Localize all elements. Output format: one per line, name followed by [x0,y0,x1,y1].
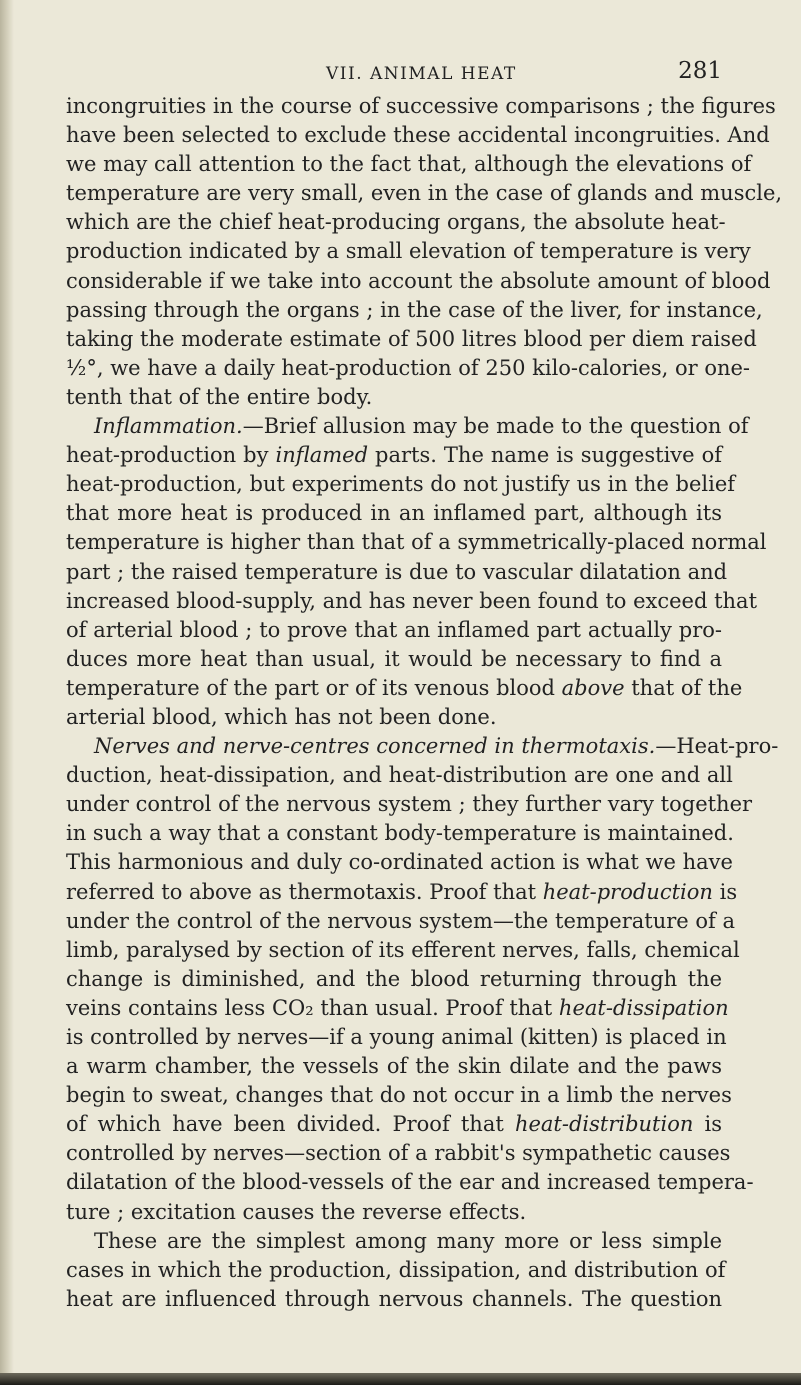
text-line [66,1110,722,1139]
text-span: production indicated by a small elevation of temperature is very [66,239,751,264]
text-line [66,936,740,965]
text-span: dilatation of the blood-vessels of the ear and increased tempera- [66,1170,754,1195]
text-span: controlled by nerves—section of a rabbit's sympathetic causes [66,1141,731,1166]
text-line [66,1285,722,1314]
text-line [66,761,733,790]
text-span: is [712,879,738,904]
text-line [66,528,767,557]
text-span: a warm chamber, the vessels of the skin dilate and the paws [66,1054,722,1079]
text-span: passing through the organs ; in the case of the liver, for instance, [66,297,763,322]
text-line [66,1227,722,1256]
text-span: under control of the nervous system ; they further vary together [66,792,753,817]
text-line [66,92,776,121]
text-span: considerable if we take into account the absolute amount of blood [66,268,771,293]
text-line [66,878,738,907]
text-span: —Heat-pro- [655,734,779,759]
text-line [66,1256,726,1285]
text-line [66,325,757,354]
text-span: incongruities in the course of successive comparisons ; the figures [66,94,776,118]
text-span: that of the [624,675,743,700]
page-header [66,58,722,88]
text-span: veins contains less CO₂ than usual. Proof that [66,995,559,1020]
text-span: heat-production, but experiments do not justify us in the belief [66,472,736,497]
text-line [66,470,736,499]
text-span: that more heat is produced in an inflamed part, although its [66,501,722,526]
text-line [66,237,751,266]
text-line [66,1023,727,1052]
text-line [66,1139,731,1168]
text-line [66,208,726,237]
text-span: in such a way that a constant body-temperature is maintained. [66,821,734,846]
text-span: begin to sweat, changes that do not occur in a limb the nerves [66,1083,732,1108]
text-line [66,587,758,616]
text-span: which are the chief heat-producing organs, the absolute heat- [66,210,726,235]
page-number: 281 [678,58,722,84]
text-line [66,179,783,208]
text-line [66,121,770,150]
italic-text: Nerves and nerve-centres concerned in thermotaxis. [94,734,656,759]
text-span: is [693,1112,723,1137]
text-span: ture ; excitation causes the reverse effects. [66,1199,527,1224]
text-span: under the control of the nervous system—the temperature of a [66,908,735,933]
text-span: of which have been divided. Proof that [66,1112,515,1137]
text-span: have been selected to exclude these accidental incongruities. And [66,123,770,148]
page-bottom-edge [0,1373,801,1385]
text-span: heat-production by [66,443,276,468]
text-span: parts. The name is suggestive of [368,443,722,468]
text-line [66,994,729,1023]
text-line [66,412,749,441]
text-span: ½°, we have a daily heat-production of 250 kilo-calories, or one- [66,355,751,380]
text-line [66,1052,722,1081]
text-span: referred to above as thermotaxis. Proof that [66,879,543,904]
text-span: is controlled by nerves—if a young animal (kitten) is placed in [66,1025,727,1049]
text-span: temperature of the part or of its venous blood [66,675,562,700]
text-line [66,703,722,732]
text-line [66,499,722,528]
text-span: tenth that of the entire body. [66,384,373,409]
text-line [66,558,728,587]
italic-text: heat-distribution [514,1112,694,1137]
italic-text: Inflammation. [94,414,243,439]
text-line [66,819,734,848]
text-span: of arterial blood ; to prove that an inflamed part actually pro- [66,617,722,642]
text-span: change is diminished, and the blood returning through the [66,966,722,991]
text-span: temperature is higher than that of a symmetrically-placed normal [66,530,767,555]
text-line [66,674,743,703]
text-line [66,267,771,296]
text-line [66,907,735,936]
text-line [66,645,722,674]
text-line [66,790,753,819]
text-line [66,732,779,761]
body-text [66,92,783,1314]
text-line [66,383,722,412]
italic-text: heat-dissipation [558,995,729,1020]
text-line [66,354,751,383]
page-spine-shadow [0,0,14,1385]
text-span: part ; the raised temperature is due to vascular dilatation and [66,559,728,584]
text-line [66,848,733,877]
text-line [66,441,722,470]
text-span: duces more heat than usual, it would be necessary to find a [66,646,722,671]
text-line [66,296,763,325]
text-span: we may call attention to the fact that, although the elevations of [66,152,752,177]
running-head: VII. ANIMAL HEAT [326,64,517,84]
text-span: duction, heat-dissipation, and heat-distribution are one and all [66,763,733,788]
text-span: limb, paralysed by section of its efferent nerves, falls, chemical [66,937,740,962]
italic-text: heat-production [542,879,713,904]
text-line [66,616,722,645]
italic-text: inflamed [275,443,369,468]
text-span: —Brief allusion may be made to the question of [242,414,749,439]
text-span: These are the simplest among many more or less simple [94,1228,722,1253]
text-line [66,1168,754,1197]
text-line [66,150,752,179]
text-span: cases in which the production, dissipation, and distribution of [66,1257,726,1282]
text-span: taking the moderate estimate of 500 litres blood per diem raised [66,326,757,351]
text-span: This harmonious and duly co-ordinated action is what we have [66,850,733,875]
text-span: temperature are very small, even in the case of glands and muscle, [66,181,783,206]
italic-text: above [561,675,625,700]
text-span: increased blood-supply, and has never been found to exceed that [66,588,758,613]
text-line [66,1198,722,1227]
text-span: heat are influenced through nervous channels. The question [66,1286,722,1311]
text-line [66,965,722,994]
text-span: arterial blood, which has not been done. [66,704,497,729]
text-line [66,1081,732,1110]
